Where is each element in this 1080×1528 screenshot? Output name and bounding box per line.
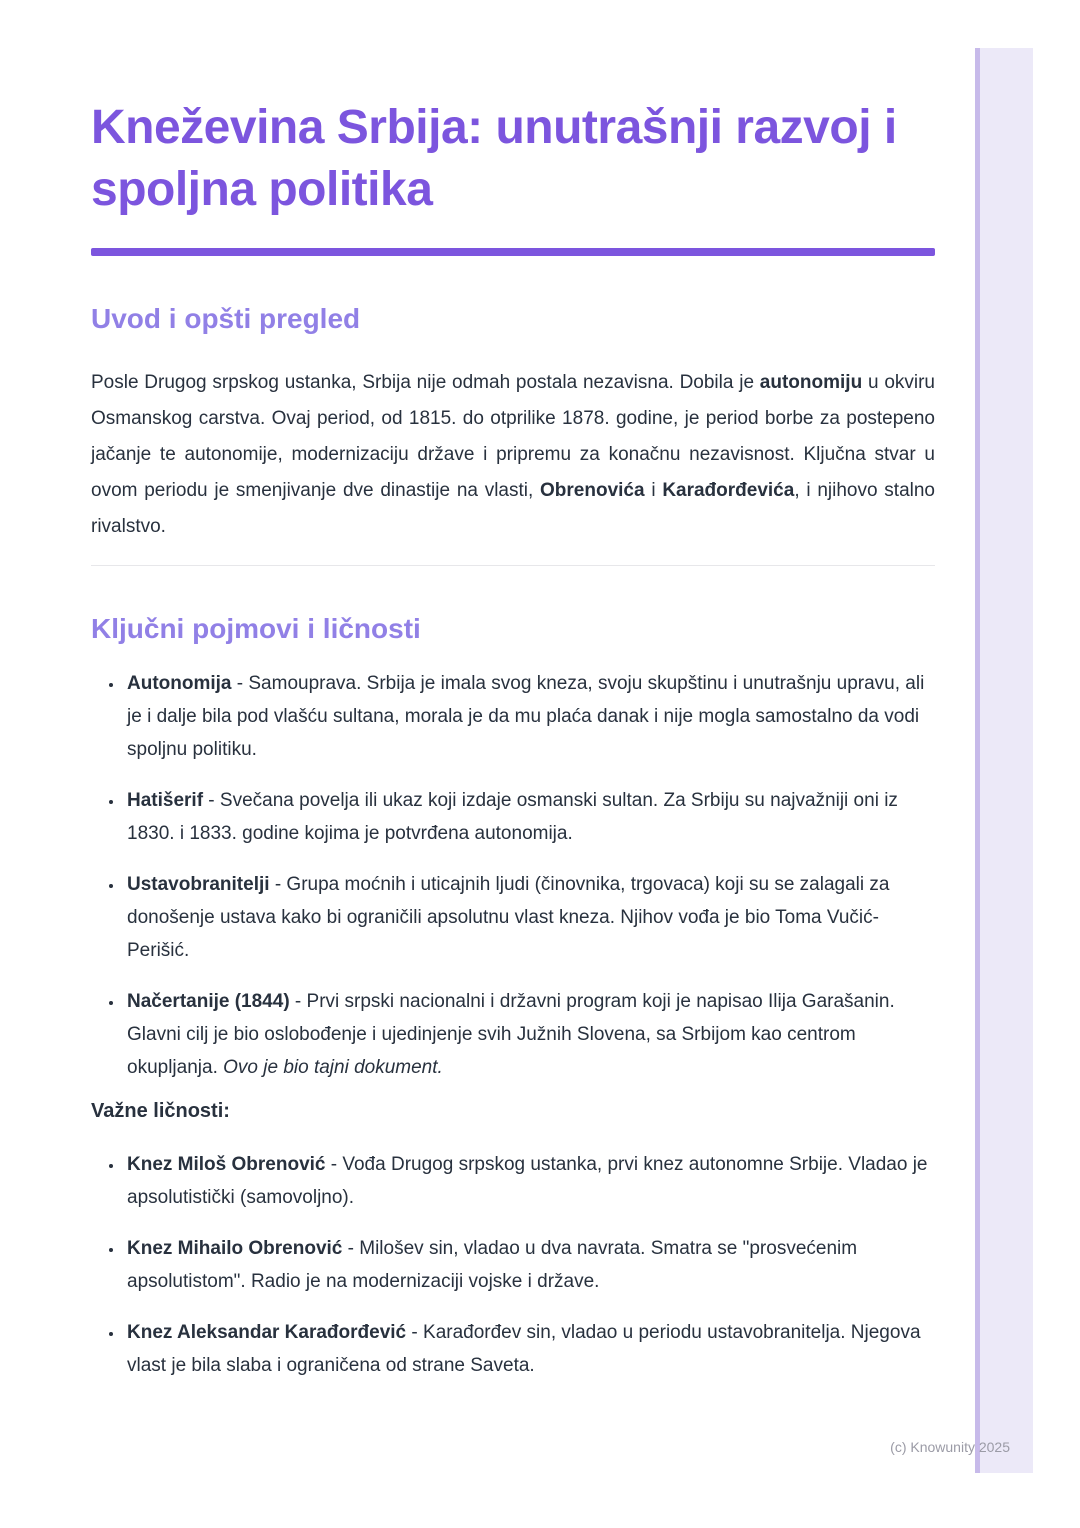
list-item	[124, 985, 935, 1084]
text-segment: , i njihovo stalno rivalstvo.	[91, 480, 935, 537]
term-definition: - Karađorđev sin, vladao u periodu ustavobranitelja. Njegova vlast je bila slaba i ograničena od strane Saveta.	[127, 1322, 921, 1376]
list-item	[124, 1148, 935, 1214]
key-terms-list	[91, 667, 935, 1084]
italic-note: Ovo je bio tajni dokument.	[223, 1057, 443, 1078]
figures-list	[91, 1148, 935, 1382]
list-item	[124, 1316, 935, 1382]
term-definition: - Samouprava. Srbija je imala svog kneza, svoju skupštinu i unutrašnju upravu, ali je i dalje bila pod vlašću sultana, morala je da mu plaća danak i nije mogla samostalno da vodi spoljnu politiku.	[127, 673, 925, 760]
text-segment: u okviru Osmanskog carstva. Ovaj period, od 1815. do otprilike 1878. godine, je period borbe za postepeno jačanje te autonomije, modernizaciju države i pripremu za konačnu nezavisnost. Ključna stvar u ovom periodu je smenjivanje dve dinastije na vlasti,	[91, 372, 935, 501]
term-label: Knez Aleksandar Karađorđević	[127, 1322, 407, 1343]
intro-paragraph	[91, 365, 935, 545]
section-heading-intro: Uvod i opšti pregled	[91, 303, 361, 334]
term-definition: - Grupa moćnih i uticajnih ljudi (činovnika, trgovaca) koji su se zalagali za donošenje ustava kako bi ograničili apsolutnu vlast kneza. Njihov vođa je bio Toma Vučić-Perišić.	[127, 874, 890, 961]
text-segment: Posle Drugog srpskog ustanka, Srbija nije odmah postala nezavisna. Dobila je	[91, 372, 760, 393]
document-content	[91, 0, 935, 1382]
list-item	[124, 667, 935, 766]
section-heading-key-terms: Ključni pojmovi i ličnosti	[91, 613, 421, 644]
term-definition: - Prvi srpski nacionalni i državni program koji je napisao Ilija Garašanin. Glavni cilj je bio oslobođenje i ujedinjenje svih Južnih Slovena, sa Srbijom kao centrom okupljanja.	[127, 991, 895, 1078]
sub-heading-figures: Važne ličnosti:	[91, 1100, 230, 1122]
bold-term: autonomiju	[759, 372, 863, 393]
bold-term: Karađorđevića	[662, 480, 795, 501]
copyright-notice: (c) Knowunity 2025	[890, 1439, 1010, 1455]
term-definition: - Milošev sin, vladao u dva navrata. Smatra se "prosvećenim apsolutistom". Radio je na modernizaciji vojske i države.	[127, 1238, 858, 1292]
bold-term: Obrenovića	[540, 480, 645, 501]
term-definition: - Svečana povelja ili ukaz koji izdaje osmanski sultan. Za Srbiju su najvažniji oni iz 1830. i 1833. godine kojima je potvrđena autonomija.	[127, 790, 898, 844]
list-item	[124, 868, 935, 967]
section-divider	[91, 565, 935, 566]
page-title: Kneževina Srbija: unutrašnji razvoj i spoljna politika	[91, 101, 897, 216]
right-margin-strip	[975, 48, 1033, 1473]
term-label: Ustavobranitelji	[127, 874, 270, 895]
term-label: Knez Mihailo Obrenović	[127, 1238, 343, 1259]
term-label: Načertanije (1844)	[127, 991, 290, 1012]
term-label: Autonomija	[127, 673, 232, 694]
title-underline-rule	[91, 248, 935, 256]
term-label: Hatišerif	[127, 790, 204, 811]
term-definition: - Vođa Drugog srpskog ustanka, prvi knez autonomne Srbije. Vladao je apsolutistički (samovoljno).	[127, 1154, 928, 1208]
text-segment: i	[644, 480, 663, 501]
term-label: Knez Miloš Obrenović	[127, 1154, 326, 1175]
list-item	[124, 784, 935, 850]
list-item	[124, 1232, 935, 1298]
